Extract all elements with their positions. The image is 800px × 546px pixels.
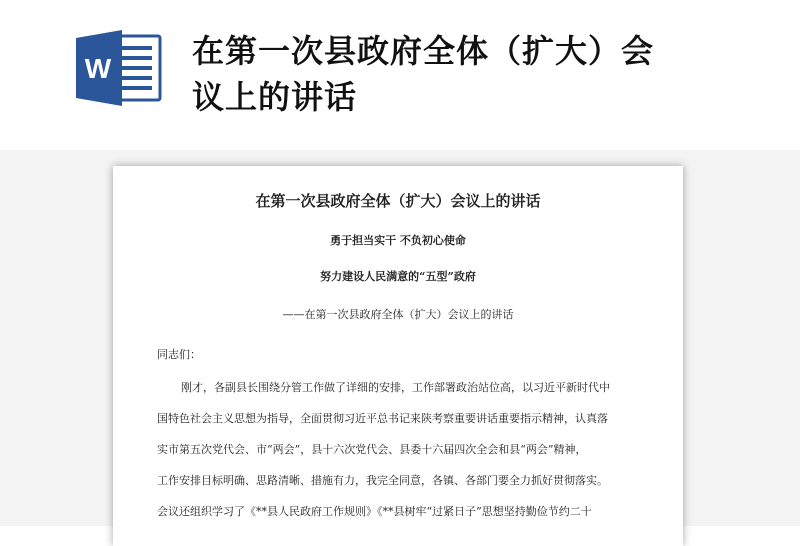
document-subtitle-3: ——在第一次县政府全体（扩大）会议上的讲话 [282,308,514,321]
body-line: 工作安排目标明确、思路清晰、措施有力，我完全同意，各镇、各部门要全力抓好贯彻落实。 [157,474,608,487]
word-icon-letter: W [84,53,112,84]
page-title [192,28,752,120]
body-line: 会议还组织学习了《**县人民政府工作规则》《**县树牢“过紧日子”思想坚持勤俭节约二十 [157,505,592,518]
word-document-icon [76,30,164,106]
body-line: 国特色社会主义思想为指导，全面贯彻习近平总书记来陕考察重要讲话重要指示精神，认真落 [157,412,608,425]
document-body [157,380,641,535]
document-subtitle-2: 努力建设人民满意的“五型”政府 [320,270,476,283]
body-line: 刚才，各副县长围绕分管工作做了详细的安排，工作部署政治站位高，以习近平新时代中 [181,381,610,394]
body-line: 实市第五次党代会、市“两会”，县十六次党代会、县委十六届四次全会和县“两会”精神， [157,443,587,456]
document-greeting: 同志们： [157,348,201,361]
page-title-line-2: 议上的讲话 [192,78,358,116]
document-page [113,166,683,546]
header-banner [0,0,800,150]
page-title-line-1: 在第一次县政府全体（扩大）会 [192,32,655,70]
document-title: 在第一次县政府全体（扩大）会议上的讲话 [255,192,541,210]
document-subtitle-1: 勇于担当实干 不负初心使命 [330,234,466,247]
